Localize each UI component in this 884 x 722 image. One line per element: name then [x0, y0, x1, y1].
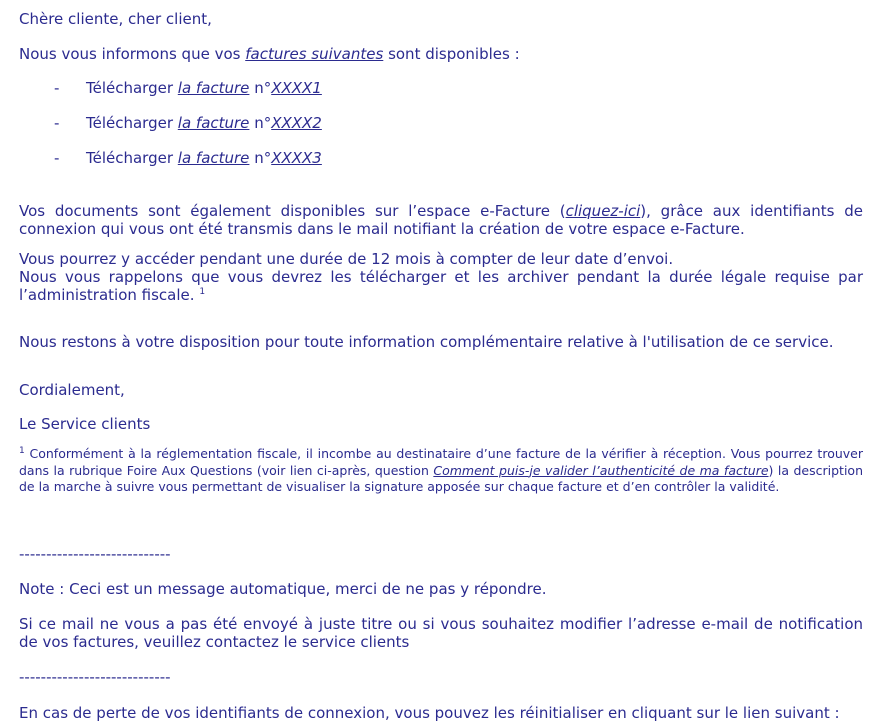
archive-line: Nous vous rappelons que vous devrez les télécharger et les archiver pendant la durée légale requise par l’administration fiscale. — [19, 268, 863, 304]
access-paragraph — [19, 250, 863, 304]
separator: ---------------------------- — [19, 668, 171, 686]
footnote-after: ) la description de la marche à suivre vous permettant de visualiser la signature apposée sur chaque facture et d’en contrôler la validité. — [19, 462, 863, 494]
download-label: Télécharger — [86, 114, 178, 132]
access-line: Vous pourrez y accéder pendant une durée de 12 mois à compter de leur date d’envoi. — [19, 250, 674, 268]
invoice-number-link[interactable]: XXXX2 — [271, 114, 322, 132]
lost-credentials-paragraph: En cas de perte de vos identifiants de connexion, vous pouvez les réinitialiser en cliquant sur le lien suivant : — [19, 704, 840, 722]
invoice-number-prefix: n° — [249, 149, 272, 167]
auto-message-note: Note : Ceci est un message automatique, merci de ne pas y répondre. — [19, 580, 547, 598]
invoice-number-prefix: n° — [249, 114, 272, 132]
efacture-after: ), grâce aux identifiants de connexion qui vous ont été transmis dans le mail notifiant la création de votre espace e-Facture. — [19, 202, 863, 238]
invoice-link[interactable]: la facture — [177, 79, 250, 97]
efacture-before: Vos documents sont également disponibles sur l’espace e-Facture ( — [19, 202, 566, 220]
list-dash: - — [54, 114, 60, 132]
footnote-marker: 1 — [19, 445, 25, 456]
intro-paragraph — [19, 45, 520, 63]
download-label: Télécharger — [86, 79, 178, 97]
list-dash: - — [54, 149, 60, 167]
faq-link[interactable]: Comment puis-je valider l’authenticité de ma facture — [433, 462, 769, 478]
invoice-link[interactable]: la facture — [177, 114, 250, 132]
invoices-link[interactable]: factures suivantes — [245, 45, 384, 63]
download-label: Télécharger — [86, 149, 178, 167]
closing: Cordialement, — [19, 381, 125, 399]
separator: ---------------------------- — [19, 545, 171, 563]
invoice-link[interactable]: la facture — [177, 149, 250, 167]
efacture-link[interactable]: cliquez-ici — [565, 202, 641, 220]
efacture-paragraph — [19, 202, 863, 238]
wrong-recipient-paragraph: Si ce mail ne vous a pas été envoyé à juste titre ou si vous souhaitez modifier l’adresse e-mail de notification de vos factures, veuillez contactez le service clients — [19, 615, 863, 651]
footnote — [19, 446, 863, 496]
footnote-reference: 1 — [199, 287, 206, 297]
signature: Le Service clients — [19, 415, 151, 433]
footnote-before: Conformément à la réglementation fiscale, il incombe au destinataire d’une facture de la vérifier à réception. Vous pourrez trouver dans la rubrique Foire Aux Questions (voir lien ci-après, question — [19, 446, 863, 478]
greeting: Chère cliente, cher client, — [19, 10, 212, 28]
list-dash: - — [54, 79, 60, 97]
invoice-number-prefix: n° — [249, 79, 272, 97]
invoice-number-link[interactable]: XXXX1 — [271, 79, 322, 97]
invoice-number-link[interactable]: XXXX3 — [271, 149, 322, 167]
intro-after: sont disponibles : — [383, 45, 520, 63]
disposition-paragraph: Nous restons à votre disposition pour toute information complémentaire relative à l'utilisation de ce service. — [19, 333, 834, 351]
intro-before: Nous vous informons que vos — [19, 45, 246, 63]
